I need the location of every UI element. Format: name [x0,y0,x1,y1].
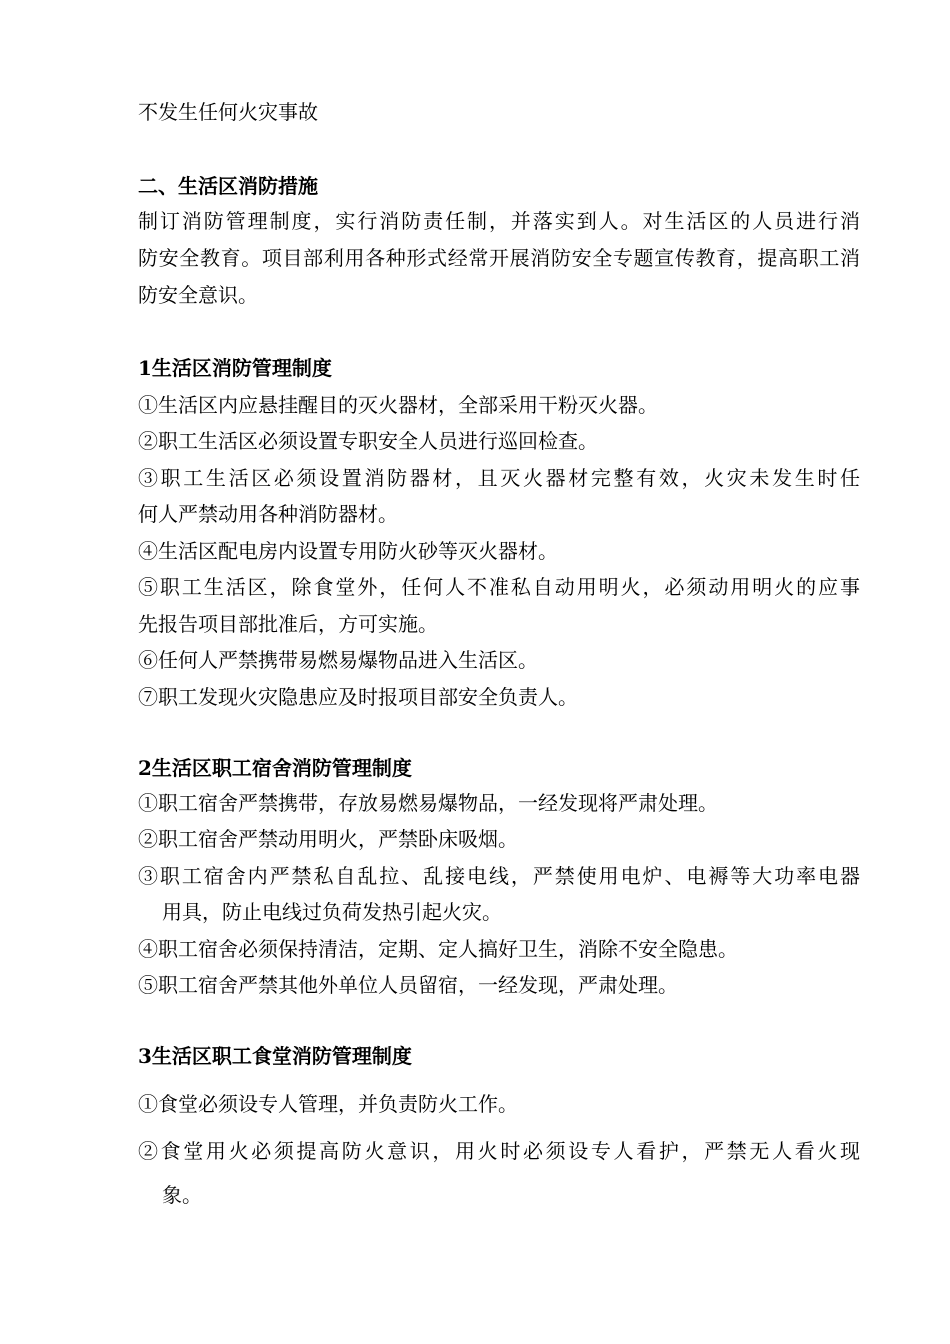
list-item: ⑤职工宿舍严禁其他外单位人员留宿，一经发现，严肃处理。 [138,973,678,997]
list-item-continuation: 象。 [162,1183,202,1207]
list-item: ④生活区配电房内设置专用防火砂等灭火器材。 [138,539,558,563]
list-item: ⑤职工生活区，除食堂外，任何人不准私自动用明火，必须动用明火的应事 [138,575,860,599]
section-2-para-line: 防安全意识。 [138,283,258,307]
list-item: ②职工宿舍严禁动用明火，严禁卧床吸烟。 [138,827,518,851]
subsection-1-title: 1生活区消防管理制度 [138,356,332,380]
list-item: ③职工生活区必须设置消防器材，且灭火器材完整有效，火灾未发生时任 [138,466,860,490]
list-item: ⑥任何人严禁携带易燃易爆物品进入生活区。 [138,648,538,672]
list-item: ②职工生活区必须设置专职安全人员进行巡回检查。 [138,429,598,453]
list-item-continuation: 先报告项目部批准后，方可实施。 [138,612,438,636]
list-item: ①生活区内应悬挂醒目的灭火器材，全部采用干粉灭火器。 [138,393,658,417]
section-2-title: 二、生活区消防措施 [138,174,318,198]
list-item: ③职工宿舍内严禁私自乱拉、乱接电线，严禁使用电炉、电褥等大功率电器 [138,864,860,888]
intro-line: 不发生任何火灾事故 [138,100,318,124]
list-item-continuation: 用具，防止电线过负荷发热引起火灾。 [162,900,502,924]
list-item: ①职工宿舍严禁携带，存放易燃易爆物品，一经发现将严肃处理。 [138,791,718,815]
list-item: ②食堂用火必须提高防火意识，用火时必须设专人看护，严禁无人看火现 [138,1139,860,1163]
list-item: ⑦职工发现火灾隐患应及时报项目部安全负责人。 [138,685,578,709]
subsection-2-title: 2生活区职工宿舍消防管理制度 [138,756,412,780]
list-item-continuation: 何人严禁动用各种消防器材。 [138,502,398,526]
subsection-3-title: 3生活区职工食堂消防管理制度 [138,1044,412,1068]
section-2-para-line: 防安全教育。项目部利用各种形式经常开展消防安全专题宣传教育，提高职工消 [138,246,860,270]
list-item: ④职工宿舍必须保持清洁，定期、定人搞好卫生，消除不安全隐患。 [138,937,738,961]
section-2-para-line: 制订消防管理制度，实行消防责任制，并落实到人。对生活区的人员进行消 [138,209,860,233]
list-item: ①食堂必须设专人管理，并负责防火工作。 [138,1092,518,1116]
